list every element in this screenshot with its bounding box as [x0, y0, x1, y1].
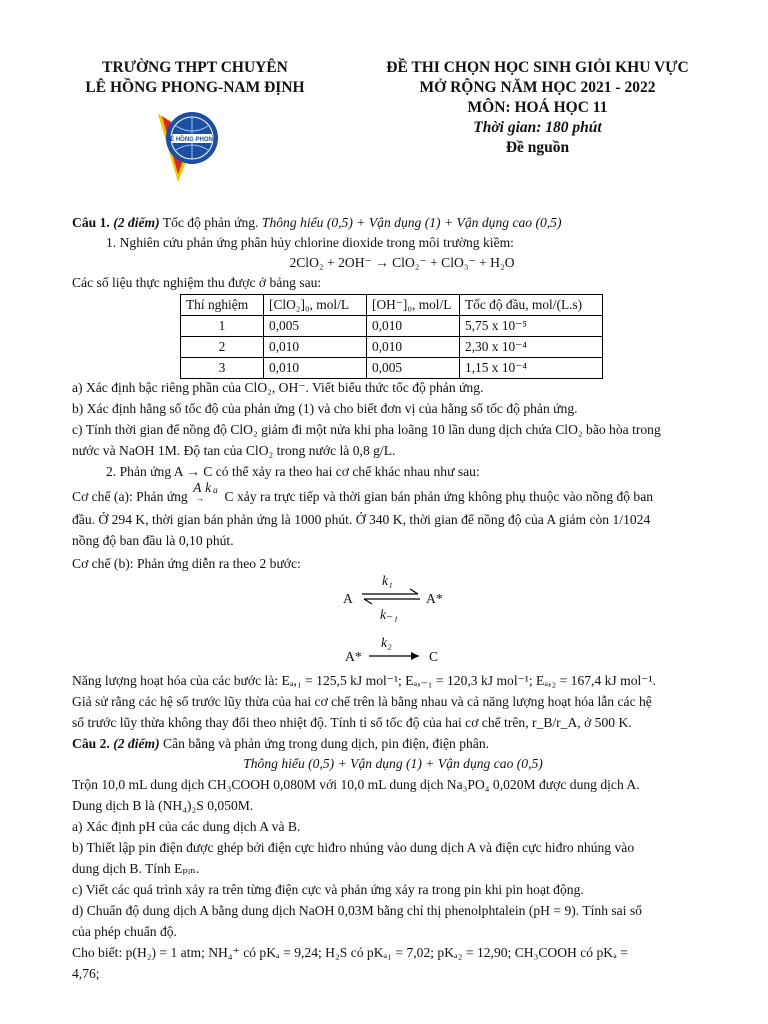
- q2-question-d-line2: của phép chuẩn độ.: [72, 924, 177, 939]
- q1-topic: Tốc độ phản ứng.: [159, 215, 262, 230]
- equilibrium-arrows-icon: [360, 588, 422, 606]
- q1-reaction: 2ClO₂ + 2OH⁻ → ClO₂⁻ + ClO₃⁻ + H₂O: [289, 255, 515, 270]
- table-cell: 0,010: [264, 337, 367, 358]
- table-row: [181, 316, 603, 337]
- q2-given-line1: Cho biết: p(H₂) = 1 atm; NH₄⁺ có pKₐ = 9,24; H₂S có pKₐ₁ = 7,02; pKₐ₂ = 12,90; CH₃COOH có pKₐ =: [72, 945, 628, 960]
- table-header-cell: Thí nghiệm: [181, 295, 264, 316]
- q1-mechanism-b: Cơ chế (b): Phản ứng diễn ra theo 2 bước:: [72, 556, 301, 571]
- q1-question-b: b) Xác định hằng số tốc độ của phản ứng (1) và cho biết đơn vị của hằng số tốc độ phản ứng.: [72, 401, 578, 416]
- school-name-block: [70, 58, 320, 98]
- q1-title: Câu 1.: [72, 215, 110, 230]
- q1-mechanism-a-line1: [72, 480, 714, 506]
- table-cell: 3: [181, 358, 264, 379]
- q1-heading: [72, 214, 714, 232]
- exam-subject: MÔN: HOÁ HỌC 11: [467, 99, 608, 116]
- q2-intro-line2: Dung dịch B là (NH₄)₂S 0,050M.: [72, 798, 254, 813]
- table-cell: 0,005: [367, 358, 460, 379]
- exam-line-2: MỞ RỘNG NĂM HỌC 2021 - 2022: [419, 79, 656, 96]
- q1-table-intro: Các số liệu thực nghiệm thu được ở bảng sau:: [72, 275, 322, 290]
- q1-question-c-line1: c) Tính thời gian để nồng độ ClO₂ giảm đi một nửa khi pha loãng 10 lần dung dịch chứa ClO₂ bão hòa trong: [72, 422, 661, 437]
- q1-assumption-line1: Giả sử rằng các hệ số trước lũy thừa của hai cơ chế trên là bằng nhau và cả năng lượng hoạt hóa lẫn các hệ: [72, 694, 652, 709]
- scheme1-left: A: [343, 591, 353, 606]
- q2-question-a: a) Xác định pH của các dung dịch A và B.: [72, 819, 301, 834]
- table-row: [181, 337, 603, 358]
- scheme1-k-reverse: k₋₁: [380, 607, 398, 622]
- q1-question-c-line2: nước và NaOH 1M. Độ tan của ClO₂ trong nước là 0,8 g/L.: [72, 443, 396, 458]
- scheme-step2: [345, 634, 445, 670]
- mech-a-reactant: A: [193, 480, 202, 495]
- q2-given-line2: 4,76;: [72, 966, 100, 981]
- scheme2-right: C: [429, 649, 439, 664]
- scheme-equilibrium: [340, 572, 450, 628]
- scheme1-k-forward: k₁: [382, 573, 393, 588]
- mech-a-k: k: [205, 480, 212, 495]
- mech-a-prefix: Cơ chế (a): Phản ứng: [72, 489, 188, 504]
- q2-question-b-line1: b) Thiết lập pin điện được ghép bởi điện cực hiđro nhúng vào dung dịch A và điện cực hiđro nhúng vào: [72, 840, 635, 855]
- table-cell: 2,30 x 10⁻⁴: [460, 337, 603, 358]
- table-header-cell: [OH⁻]₀, mol/L: [367, 295, 460, 316]
- q2-question-d-line1: d) Chuẩn độ dung dịch A bằng dung dịch NaOH 0,03M bằng chỉ thị phenolphtalein (pH = 9). Tính sai số: [72, 903, 642, 918]
- exam-line-1: ĐỀ THI CHỌN HỌC SINH GIỎI KHU VỰC: [386, 59, 689, 76]
- q1-data-table: [180, 294, 603, 379]
- table-cell: 2: [181, 337, 264, 358]
- table-header-row: [181, 295, 603, 316]
- q1-levels: Thông hiểu (0,5) + Vận dụng (1) + Vận dụng cao (0,5): [261, 215, 562, 230]
- school-line-1: TRƯỜNG THPT CHUYÊN: [102, 59, 288, 76]
- table-header-cell: [ClO₂]₀, mol/L: [264, 295, 367, 316]
- q2-question-b-line2: dung dịch B. Tính Eₚᵢₙ.: [72, 861, 200, 876]
- table-header-cell: Tốc độ đầu, mol/(L.s): [460, 295, 603, 316]
- q1-part1-intro: 1. Nghiên cứu phản ứng phân hủy chlorine dioxide trong môi trường kiềm:: [106, 235, 514, 250]
- scheme1-right: A*: [426, 591, 443, 606]
- q1-part2-intro: 2. Phản ứng A → C có thể xảy ra theo hai cơ chế khác nhau như sau:: [106, 464, 480, 479]
- school-logo-icon: [148, 104, 230, 186]
- table-cell: 5,75 x 10⁻⁵: [460, 316, 603, 337]
- table-cell: 0,010: [264, 358, 367, 379]
- scheme2-k: k₂: [381, 635, 392, 650]
- mech-a-arrow-icon: →: [195, 493, 205, 503]
- q2-question-c: c) Viết các quá trình xảy ra trên từng điện cực và phản ứng xảy ra trong pin khi pin hoạt động.: [72, 882, 584, 897]
- q1-points: (2 điểm): [113, 215, 160, 230]
- table-cell: 1,15 x 10⁻⁴: [460, 358, 603, 379]
- q1-mechanism-a-line2: đầu. Ở 294 K, thời gian bán phản ứng là 1000 phút. Ở 340 K, thời gian để nồng độ của A giảm còn 1/1024: [72, 512, 651, 527]
- exam-source: Đề nguồn: [505, 139, 570, 156]
- table-cell: 0,010: [367, 337, 460, 358]
- logo-text: LÊ HỒNG PHONG: [166, 137, 218, 143]
- table-cell: 1: [181, 316, 264, 337]
- q1-mechanism-a-line3: nồng độ ban đầu là 0,10 phút.: [72, 533, 234, 548]
- table-cell: 0,010: [367, 316, 460, 337]
- forward-arrow-icon: [367, 650, 423, 662]
- exam-title-block: [355, 58, 720, 158]
- q1-assumption-line2: số trước lũy thừa không thay đổi theo nhiệt độ. Tính tỉ số tốc độ của hai cơ chế trên, r_B/r_A, ở 500 K.: [72, 715, 632, 730]
- q1-question-a: a) Xác định bậc riêng phần của ClO₂, OH⁻. Viết biểu thức tốc độ phản ứng.: [72, 380, 484, 395]
- q2-heading: [72, 735, 714, 753]
- mech-a-suffix: C xảy ra trực tiếp và thời gian bán phản ứng không phụ thuộc vào nồng độ ban: [224, 489, 654, 504]
- school-line-2: LÊ HỒNG PHONG-NAM ĐỊNH: [85, 79, 305, 96]
- scheme2-left: A*: [345, 649, 362, 664]
- exam-time: Thời gian: 180 phút: [473, 119, 602, 136]
- q1-activation-energy: Năng lượng hoạt hóa của các bước là: Eₐ,₁ = 125,5 kJ mol⁻¹; Eₐ,₋₁ = 120,3 kJ mol⁻¹; Eₐ,₂ = 167,4 kJ mol⁻¹.: [72, 673, 656, 688]
- q2-levels-text: Thông hiểu (0,5) + Vận dụng (1) + Vận dụng cao (0,5): [243, 756, 543, 771]
- mech-a-k-sub: a: [213, 485, 218, 495]
- q2-levels: [72, 755, 714, 773]
- table-cell: 0,005: [264, 316, 367, 337]
- q2-topic: Cân bằng và phản ứng trong dung dịch, pin điện, điện phân.: [159, 736, 490, 751]
- table-row: [181, 358, 603, 379]
- q2-title: Câu 2.: [72, 736, 110, 751]
- q2-points: (2 điểm): [113, 736, 160, 751]
- q2-intro-line1: Trộn 10,0 mL dung dịch CH₃COOH 0,080M với 10,0 mL dung dịch Na₃PO₄ 0,020M được dung dịch A.: [72, 777, 640, 792]
